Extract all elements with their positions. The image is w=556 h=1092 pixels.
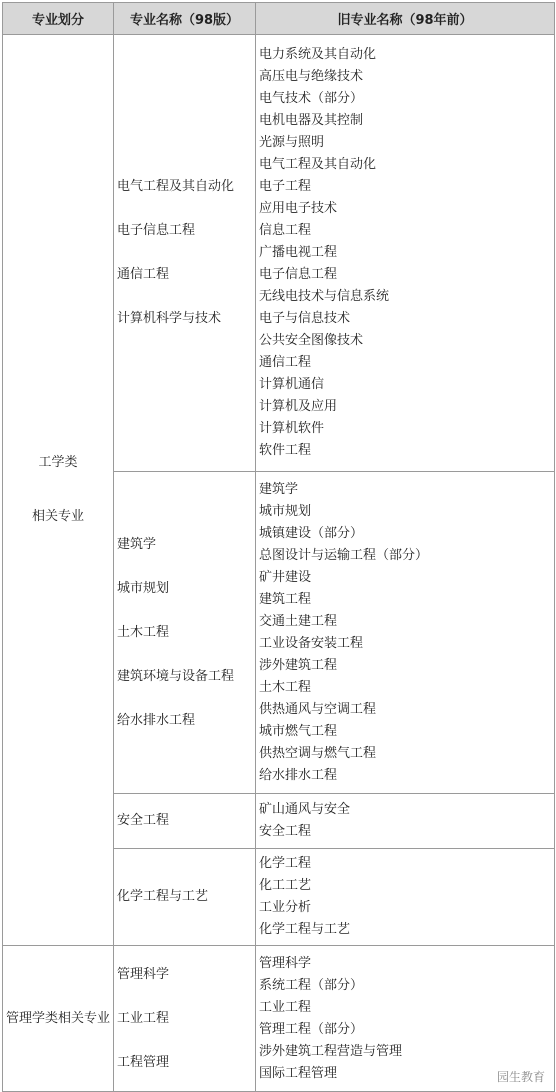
new-major-cell: [114, 849, 256, 946]
old-major-name: 安全工程: [259, 824, 312, 839]
old-major-name: 电子工程: [259, 179, 312, 194]
old-major-name: 光源与照明: [259, 135, 325, 150]
old-major-name: 计算机及应用: [259, 399, 338, 414]
division-label: 管理学类相关专业: [5, 1010, 110, 1026]
header-old-major: 旧专业名称（98年前）: [256, 3, 555, 35]
old-major-cell: [256, 35, 555, 472]
old-major-name: 工业设备安装工程: [259, 635, 364, 651]
new-major-cell: [114, 946, 256, 1092]
old-major-name: 计算机通信: [259, 377, 325, 392]
division-cell: [3, 35, 114, 946]
old-major-name: 应用电子技术: [259, 201, 338, 216]
old-major-name: 管理工程（部分）: [259, 1021, 364, 1037]
table-row: [3, 35, 555, 472]
old-major-name: 城镇建设（部分）: [259, 525, 364, 541]
old-major-cell: [256, 794, 555, 849]
new-major-name: 电子信息工程: [117, 223, 196, 238]
new-major-name: 土木工程: [117, 624, 170, 640]
old-major-name: 给水排水工程: [259, 767, 338, 783]
old-major-name: 广播电视工程: [259, 245, 338, 260]
old-major-name: 工业分析: [259, 900, 312, 915]
old-major-name: 涉外建筑工程营造与管理: [259, 1043, 403, 1059]
old-major-name: 电机电器及其控制: [259, 113, 364, 128]
new-major-cell: [114, 472, 256, 794]
old-major-name: 电子与信息技术: [259, 311, 351, 326]
header-division: 专业划分: [3, 3, 114, 35]
old-major-name: 电子信息工程: [259, 267, 338, 282]
old-major-name: 城市规划: [259, 503, 312, 519]
old-major-name: 计算机软件: [259, 421, 325, 436]
table-row: [3, 946, 555, 1092]
watermark: 园生教育: [494, 1068, 548, 1085]
old-major-name: 管理科学: [259, 955, 312, 971]
old-major-name: 无线电技术与信息系统: [259, 289, 390, 304]
new-major-name: 工业工程: [117, 1010, 170, 1026]
old-major-cell: [256, 472, 555, 794]
old-major-name: 土木工程: [259, 679, 312, 695]
old-major-name: 高压电与绝缘技术: [259, 69, 364, 84]
old-major-name: 城市燃气工程: [259, 723, 338, 739]
new-major-name: 管理科学: [117, 966, 170, 982]
new-major-name: 给水排水工程: [117, 712, 196, 728]
new-major-name: 计算机科学与技术: [117, 311, 222, 326]
header-row: [3, 3, 555, 35]
old-major-name: 矿井建设: [259, 569, 312, 585]
old-major-name: 电力系统及其自动化: [259, 47, 377, 62]
new-major-name: 化学工程与工艺: [117, 889, 209, 904]
new-major-name: 通信工程: [117, 267, 170, 282]
header-new-major: 专业名称（98版）: [114, 3, 256, 35]
old-major-name: 供热空调与燃气工程: [259, 745, 377, 761]
old-major-name: 公共安全图像技术: [259, 333, 364, 348]
division-cell: [3, 946, 114, 1092]
old-major-cell: [256, 849, 555, 946]
old-major-name: 交通土建工程: [259, 613, 338, 629]
old-major-name: 化学工程: [259, 856, 312, 871]
new-major-name: 城市规划: [117, 580, 170, 596]
major-table: [2, 2, 555, 1092]
old-major-name: 建筑工程: [259, 591, 312, 607]
old-major-name: 电气工程及其自动化: [259, 157, 377, 172]
old-major-name: 通信工程: [259, 355, 312, 370]
old-major-name: 供热通风与空调工程: [259, 701, 377, 717]
old-major-name: 矿山通风与安全: [259, 802, 351, 817]
old-major-name: 系统工程（部分）: [259, 977, 364, 993]
old-major-name: 国际工程管理: [259, 1065, 338, 1081]
old-major-name: 软件工程: [259, 443, 312, 458]
old-major-name: 涉外建筑工程: [259, 657, 338, 673]
new-major-name: 建筑环境与设备工程: [117, 668, 235, 684]
old-major-name: 总图设计与运输工程（部分）: [259, 547, 429, 563]
new-major-name: 建筑学: [117, 536, 157, 552]
new-major-name: 电气工程及其自动化: [117, 179, 235, 194]
old-major-name: 化工工艺: [259, 878, 312, 893]
new-major-cell: [114, 794, 256, 849]
old-major-name: 工业工程: [259, 999, 312, 1015]
new-major-name: 工程管理: [117, 1054, 170, 1070]
old-major-name: 信息工程: [259, 223, 312, 238]
new-major-cell: [114, 35, 256, 472]
old-major-name: 化学工程与工艺: [259, 922, 351, 937]
old-major-name: 建筑学: [259, 481, 299, 497]
old-major-name: 电气技术（部分）: [259, 91, 364, 106]
division-label: 相关专业: [31, 509, 84, 524]
new-major-name: 安全工程: [117, 813, 170, 828]
division-label: 工学类: [38, 455, 78, 470]
